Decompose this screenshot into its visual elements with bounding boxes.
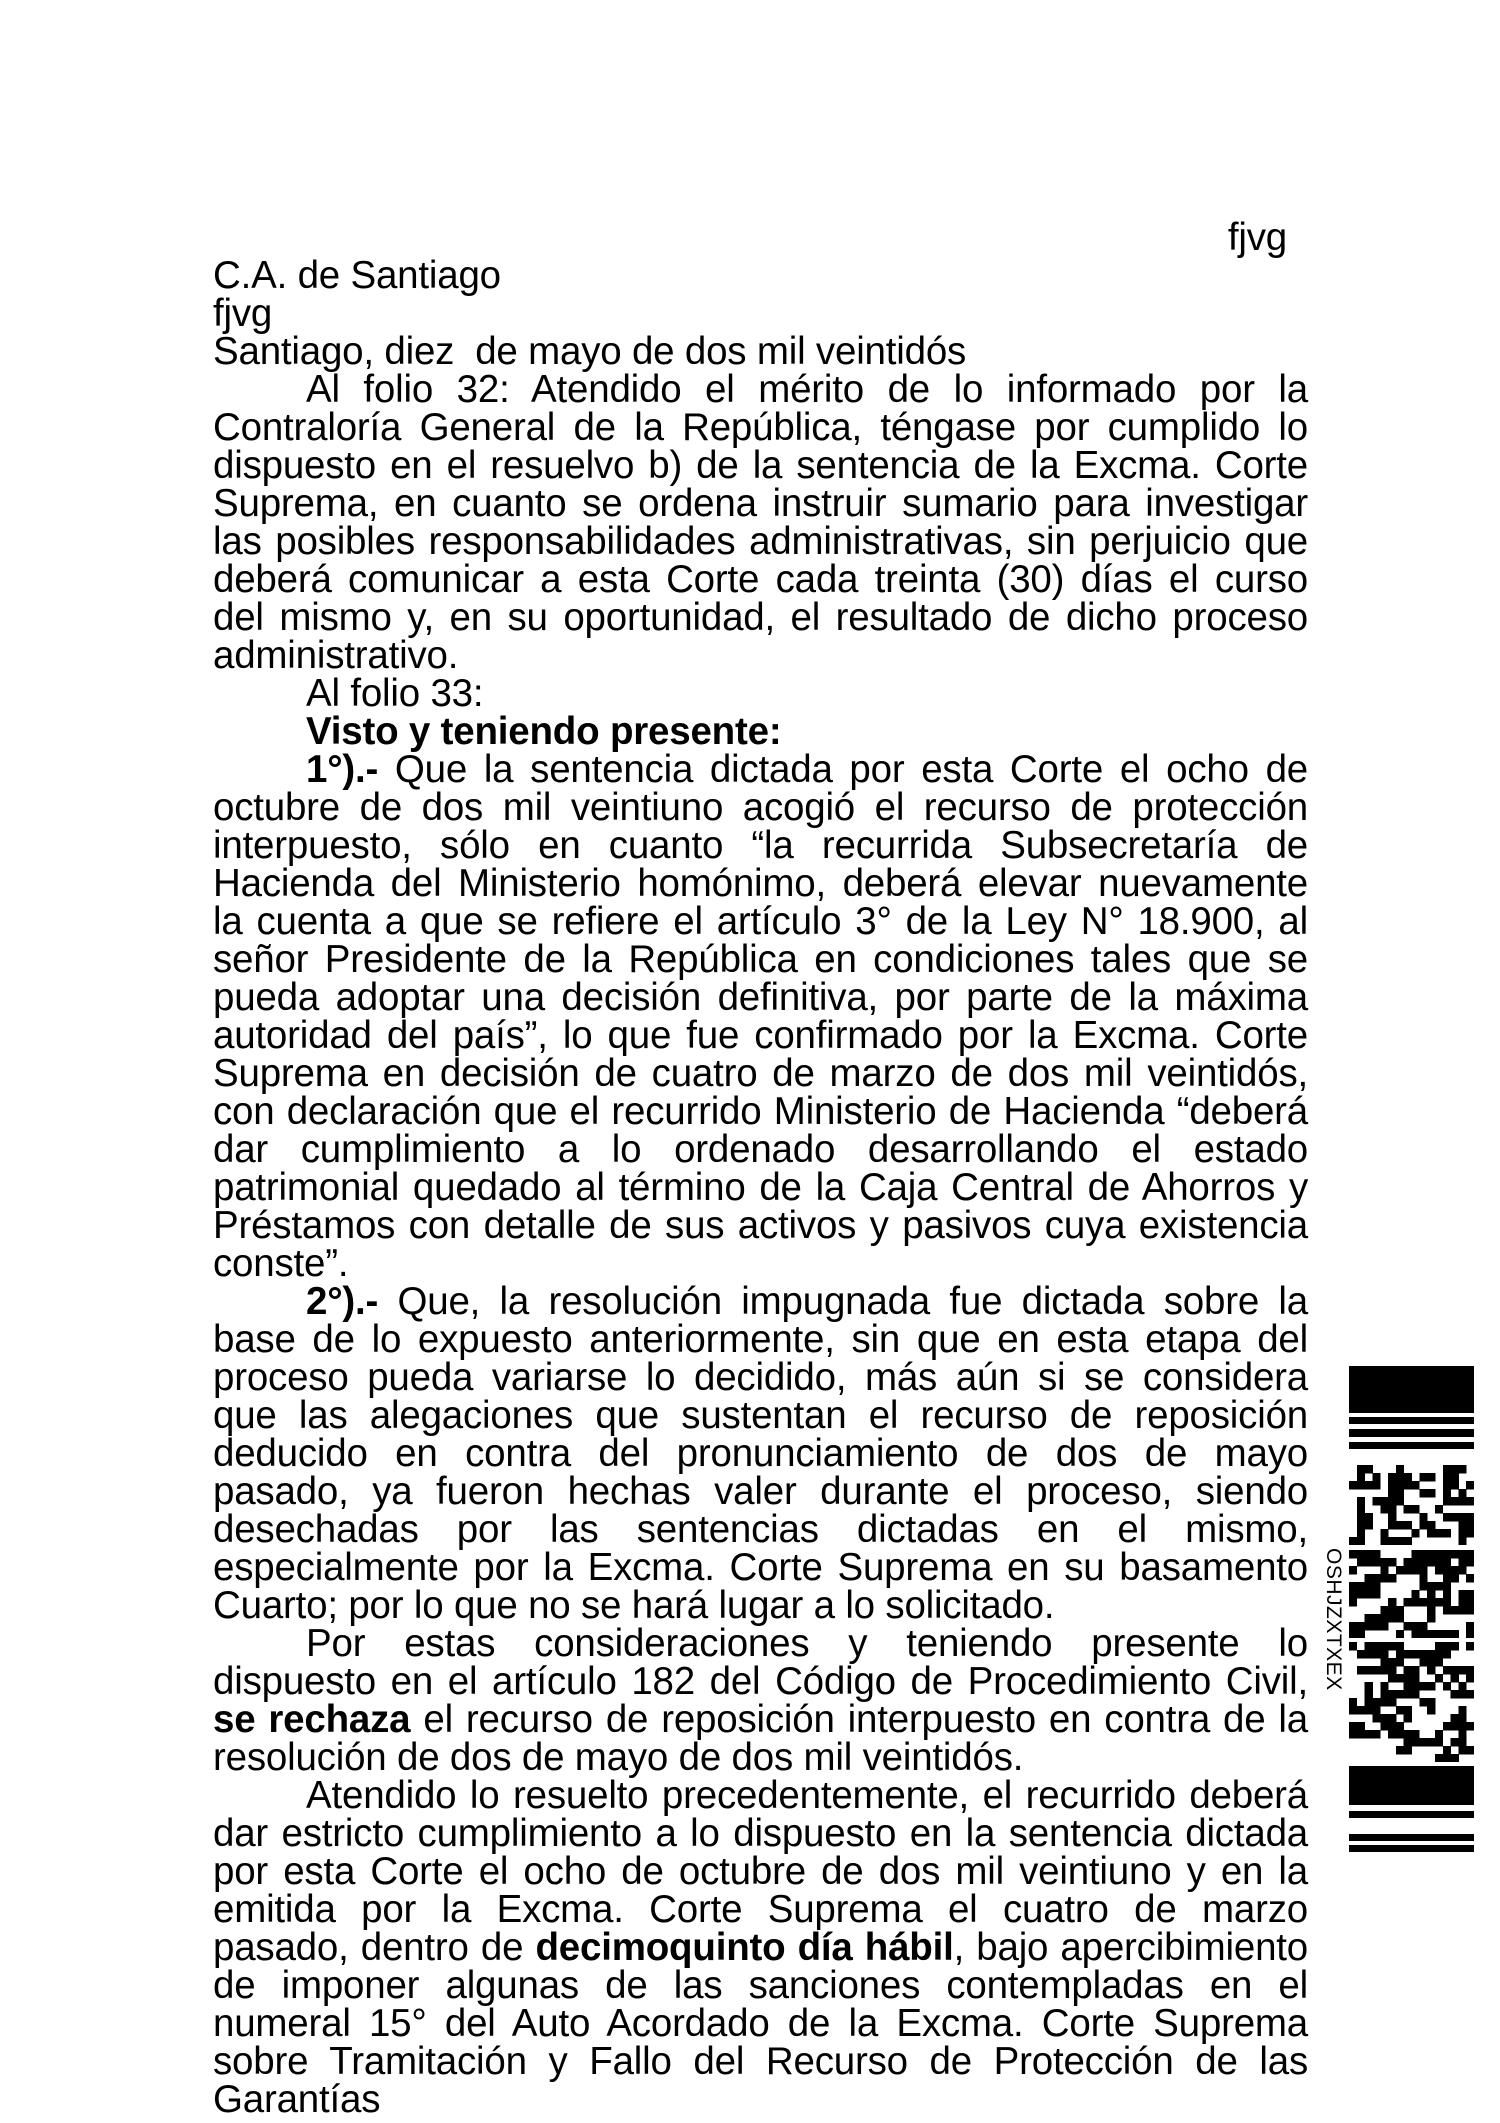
paragraph-segment: el recurso de reposición interpuesto en contra de la resolución de dos de mayo de dos mil veintidós. [213,1698,1308,1779]
barcode-bar [1349,1834,1474,1841]
paragraph-segment: Que, la resolución impugnada fue dictada sobre la base de lo expuesto anteriormente, sin que en esta etapa del proceso pueda variarse lo decidido, más aún si se considera que las alegaciones que sustentan el recurso de reposición deducido en contra del pronunciamiento de dos de mayo pasado, ya fueron hechas valer durante el proceso, siendo desechadas por las sentencias dictadas en el mismo, especialmente por la Excma. Corte Suprema en su basamento Cuarto; por lo que no se hará lugar a lo solicitado. [213,1280,1308,1627]
barcode-bar [1349,1811,1474,1818]
paragraph-segment: Por estas consideraciones y teniendo presente lo dispuesto en el artículo 182 del Código de Procedimiento Civil, [213,1622,1308,1703]
paragraph-segment: Que la sentencia dictada por esta Corte el ocho de octubre de dos mil veintiuno acogió el recurso de protección interpuesto, sólo en cuanto “la recurrida Subsecretaría de Hacienda del Ministerio homónimo, deberá elevar nuevamente la cuenta a que se refiere el artículo 3° de la Ley N° 18.900, al señor Presidente de la República en condiciones tales que se pueda adoptar una decisión definitiva, por parte de la máxima autoridad del país”, lo que fue confirmado por la Excma. Corte Suprema en decisión de cuatro de marzo de dos mil veintidós, con declaración que el recurrido Ministerio de Hacienda “deberá dar cumplimiento a lo ordenado desarrollando el estado patrimonial quedado al término de la Caja Central de Ahorros y Préstamos con detalle de sus activos y pasivos cuya existencia conste”. [213,748,1308,1285]
barcode-bar [1349,1442,1474,1449]
barcode-bar [1349,1417,1474,1424]
document-barcode [1349,1366,1474,1852]
barcode-matrix-segment [1349,1465,1474,1545]
barcode-bar [1349,1429,1474,1437]
header-code: fjvg [1227,216,1287,259]
paragraph-segment: , bajo apercibimiento de imponer algunas de las sanciones contempladas en el numeral 15° del Auto Acordado de la Excma. Corte Suprema sobre Tramitación y Fallo del Recurso de Protección de las Garantías [213,1926,1309,2121]
paragraph [213,748,1308,1285]
court-name: C.A. de Santiago [213,254,501,297]
document-content [213,216,1309,2121]
paragraph [213,1622,1308,1779]
paragraph [213,1280,1308,1627]
paragraph-bold-segment: 1°).- [306,748,395,791]
barcode-solid-block-top [1349,1366,1474,1413]
barcode-bar [1349,1845,1474,1852]
paragraph-bold-segment: decimoquinto día hábil [535,1926,954,1969]
paragraph [213,710,1308,753]
paragraphs-container [213,368,1309,2121]
paragraph-segment: Atendido lo resuelto precedentemente, el recurrido deberá dar estricto cumplimiento a lo dispuesto en la sentencia dictada por esta Corte el ocho de octubre de dos mil veintiuno y en la emitida por la Excma. Corte Suprema el cuatro de marzo pasado, dentro de [213,1774,1308,1969]
barcode-matrix-segment [1349,1642,1474,1762]
barcode-solid-block-bottom [1349,1766,1474,1805]
paragraph-segment: Al folio 33: [306,672,484,715]
paragraph-segment: Al folio 32: Atendido el mérito de lo informado por la Contraloría General de la República, téngase por cumplido lo dispuesto en el resuelvo b) de la sentencia de la Excma. Corte Suprema, en cuanto se ordena instruir sumario para investigar las posibles responsabilidades administrativas, sin perjuicio que deberá comunicar a esta Corte cada treinta (30) días el curso del mismo y, en su oportunidad, el resultado de dicho proceso administrativo. [213,368,1308,677]
paragraph-bold-segment: se rechaza [213,1698,411,1741]
barcode-matrix-segment [1349,1550,1474,1638]
verification-code-vertical: OSHJZXTXEX [1322,1548,1345,1691]
paragraph [213,672,1308,715]
paragraph-bold-segment: 2°).- [306,1280,398,1323]
paragraph-bold-segment: Visto y teniendo presente: [306,710,782,753]
paragraph [213,368,1308,677]
date-line: Santiago, diez de mayo de dos mil veintidós [213,330,967,373]
paragraph [213,1774,1309,2121]
clerk-code: fjvg [213,292,273,335]
